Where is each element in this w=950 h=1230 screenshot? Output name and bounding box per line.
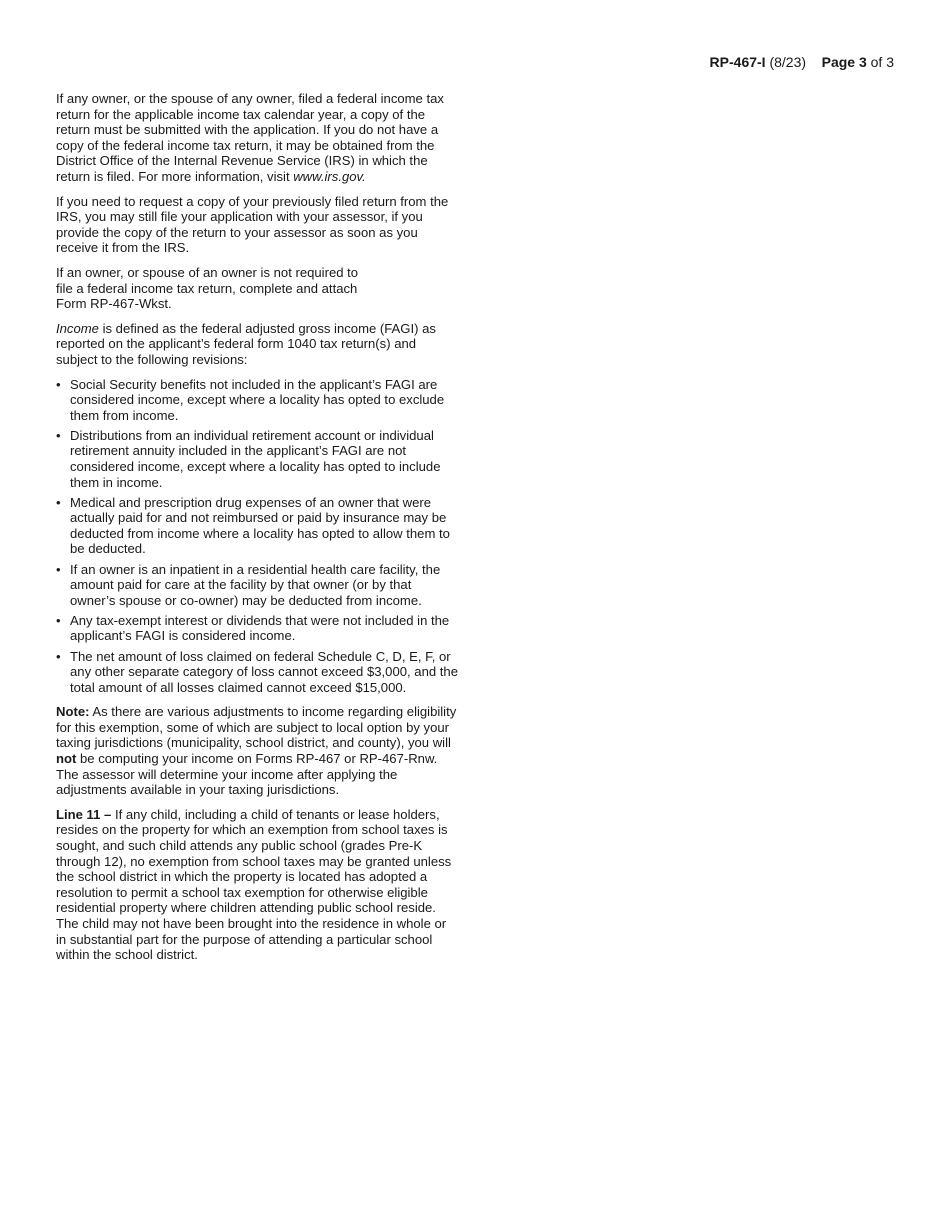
not-required-line-1: If an owner, or spouse of an owner is not required to bbox=[56, 264, 359, 280]
not-required-paragraph bbox=[56, 265, 458, 312]
page-header bbox=[710, 53, 894, 71]
instructions-column bbox=[56, 91, 458, 972]
list-item: • If an owner is an inpatient in a residential health care facility, the amount paid for care at the facility by that owner (or by that owner’s spouse or co-owner) may be deducted from income. bbox=[56, 562, 458, 609]
note-text-1: As there are various adjustments to income regarding eligibility for this exemption, some of which are subject to local option by your taxing jurisdictions (municipality, school district, and county), you will bbox=[56, 704, 457, 751]
income-term: Income bbox=[56, 320, 99, 336]
list-item: • Medical and prescription drug expenses of an owner that were actually paid for and not reimbursed or paid by insurance may be deducted from income where a locality has opted to allow them to be deducted. bbox=[56, 495, 458, 557]
income-definition-paragraph bbox=[56, 321, 458, 368]
form-revision: (8/23) bbox=[769, 54, 807, 70]
note-text-2: be computing your income on Forms RP-467 or RP-467-Rnw. The assessor will determine your income after applying the adjustments available in your taxing jurisdictions. bbox=[56, 751, 438, 798]
tax-return-text: If any owner, or the spouse of any owner, filed a federal income tax return for the applicable income tax calendar year, a copy of the return must be submitted with the application. If you do not have a copy of the federal income tax return, it may be obtained from the District Office of the Internal Revenue Service (IRS) in which the return is filed. For more information, visit bbox=[56, 91, 444, 184]
list-item: • The net amount of loss claimed on federal Schedule C, D, E, F, or any other separate category of loss cannot exceed $3,000, and the total amount of all losses claimed cannot exceed $15,000. bbox=[56, 649, 458, 696]
not-required-line-2: file a federal income tax return, complete and attach bbox=[56, 280, 358, 296]
list-item: • Any tax-exempt interest or dividends that were not included in the applicant’s FAGI is considered income. bbox=[56, 613, 458, 644]
note-paragraph bbox=[56, 704, 458, 798]
income-definition: is defined as the federal adjusted gross income (FAGI) as reported on the applicant’s federal form 1040 tax return(s) and subject to the following revisions: bbox=[56, 320, 436, 367]
irs-website: www.irs.gov. bbox=[293, 168, 366, 184]
income-revisions-list bbox=[56, 377, 458, 696]
line-11-paragraph bbox=[56, 807, 458, 963]
tax-return-paragraph bbox=[56, 91, 458, 185]
form-id: RP-467-I bbox=[709, 54, 766, 70]
page-label: Page 3 bbox=[821, 54, 867, 70]
line-11-text: If any child, including a child of tenants or lease holders, resides on the property for which an exemption from school taxes is sought, and such child attends any public school (grades Pre-K through 12), no exemption from school taxes may be granted unless the school district in which the property is located has adopted a resolution to permit a school tax exemption for otherwise eligible residential property where children attending public school reside. The child may not have been brought into the residence in whole or in substantial part for the purpose of attending a particular school within the school district. bbox=[56, 806, 452, 963]
list-item: • Distributions from an individual retirement account or individual retirement annuity included in the applicant’s FAGI are not considered income, except where a locality has opted to include them in income. bbox=[56, 428, 458, 490]
list-item: • Social Security benefits not included in the applicant’s FAGI are considered income, except where a locality has opted to exclude them from income. bbox=[56, 377, 458, 424]
page-total: of 3 bbox=[870, 54, 894, 70]
note-label: Note: bbox=[56, 704, 90, 720]
request-copy-paragraph: If you need to request a copy of your previously filed return from the IRS, you may still file your application with your assessor, if you provide the copy of the return to your assessor as soon as you receive it from the IRS. bbox=[56, 193, 449, 256]
note-emphasis: not bbox=[56, 751, 77, 767]
line-11-label: Line 11 – bbox=[56, 806, 112, 822]
not-required-line-3: Form RP-467-Wkst. bbox=[56, 296, 172, 312]
